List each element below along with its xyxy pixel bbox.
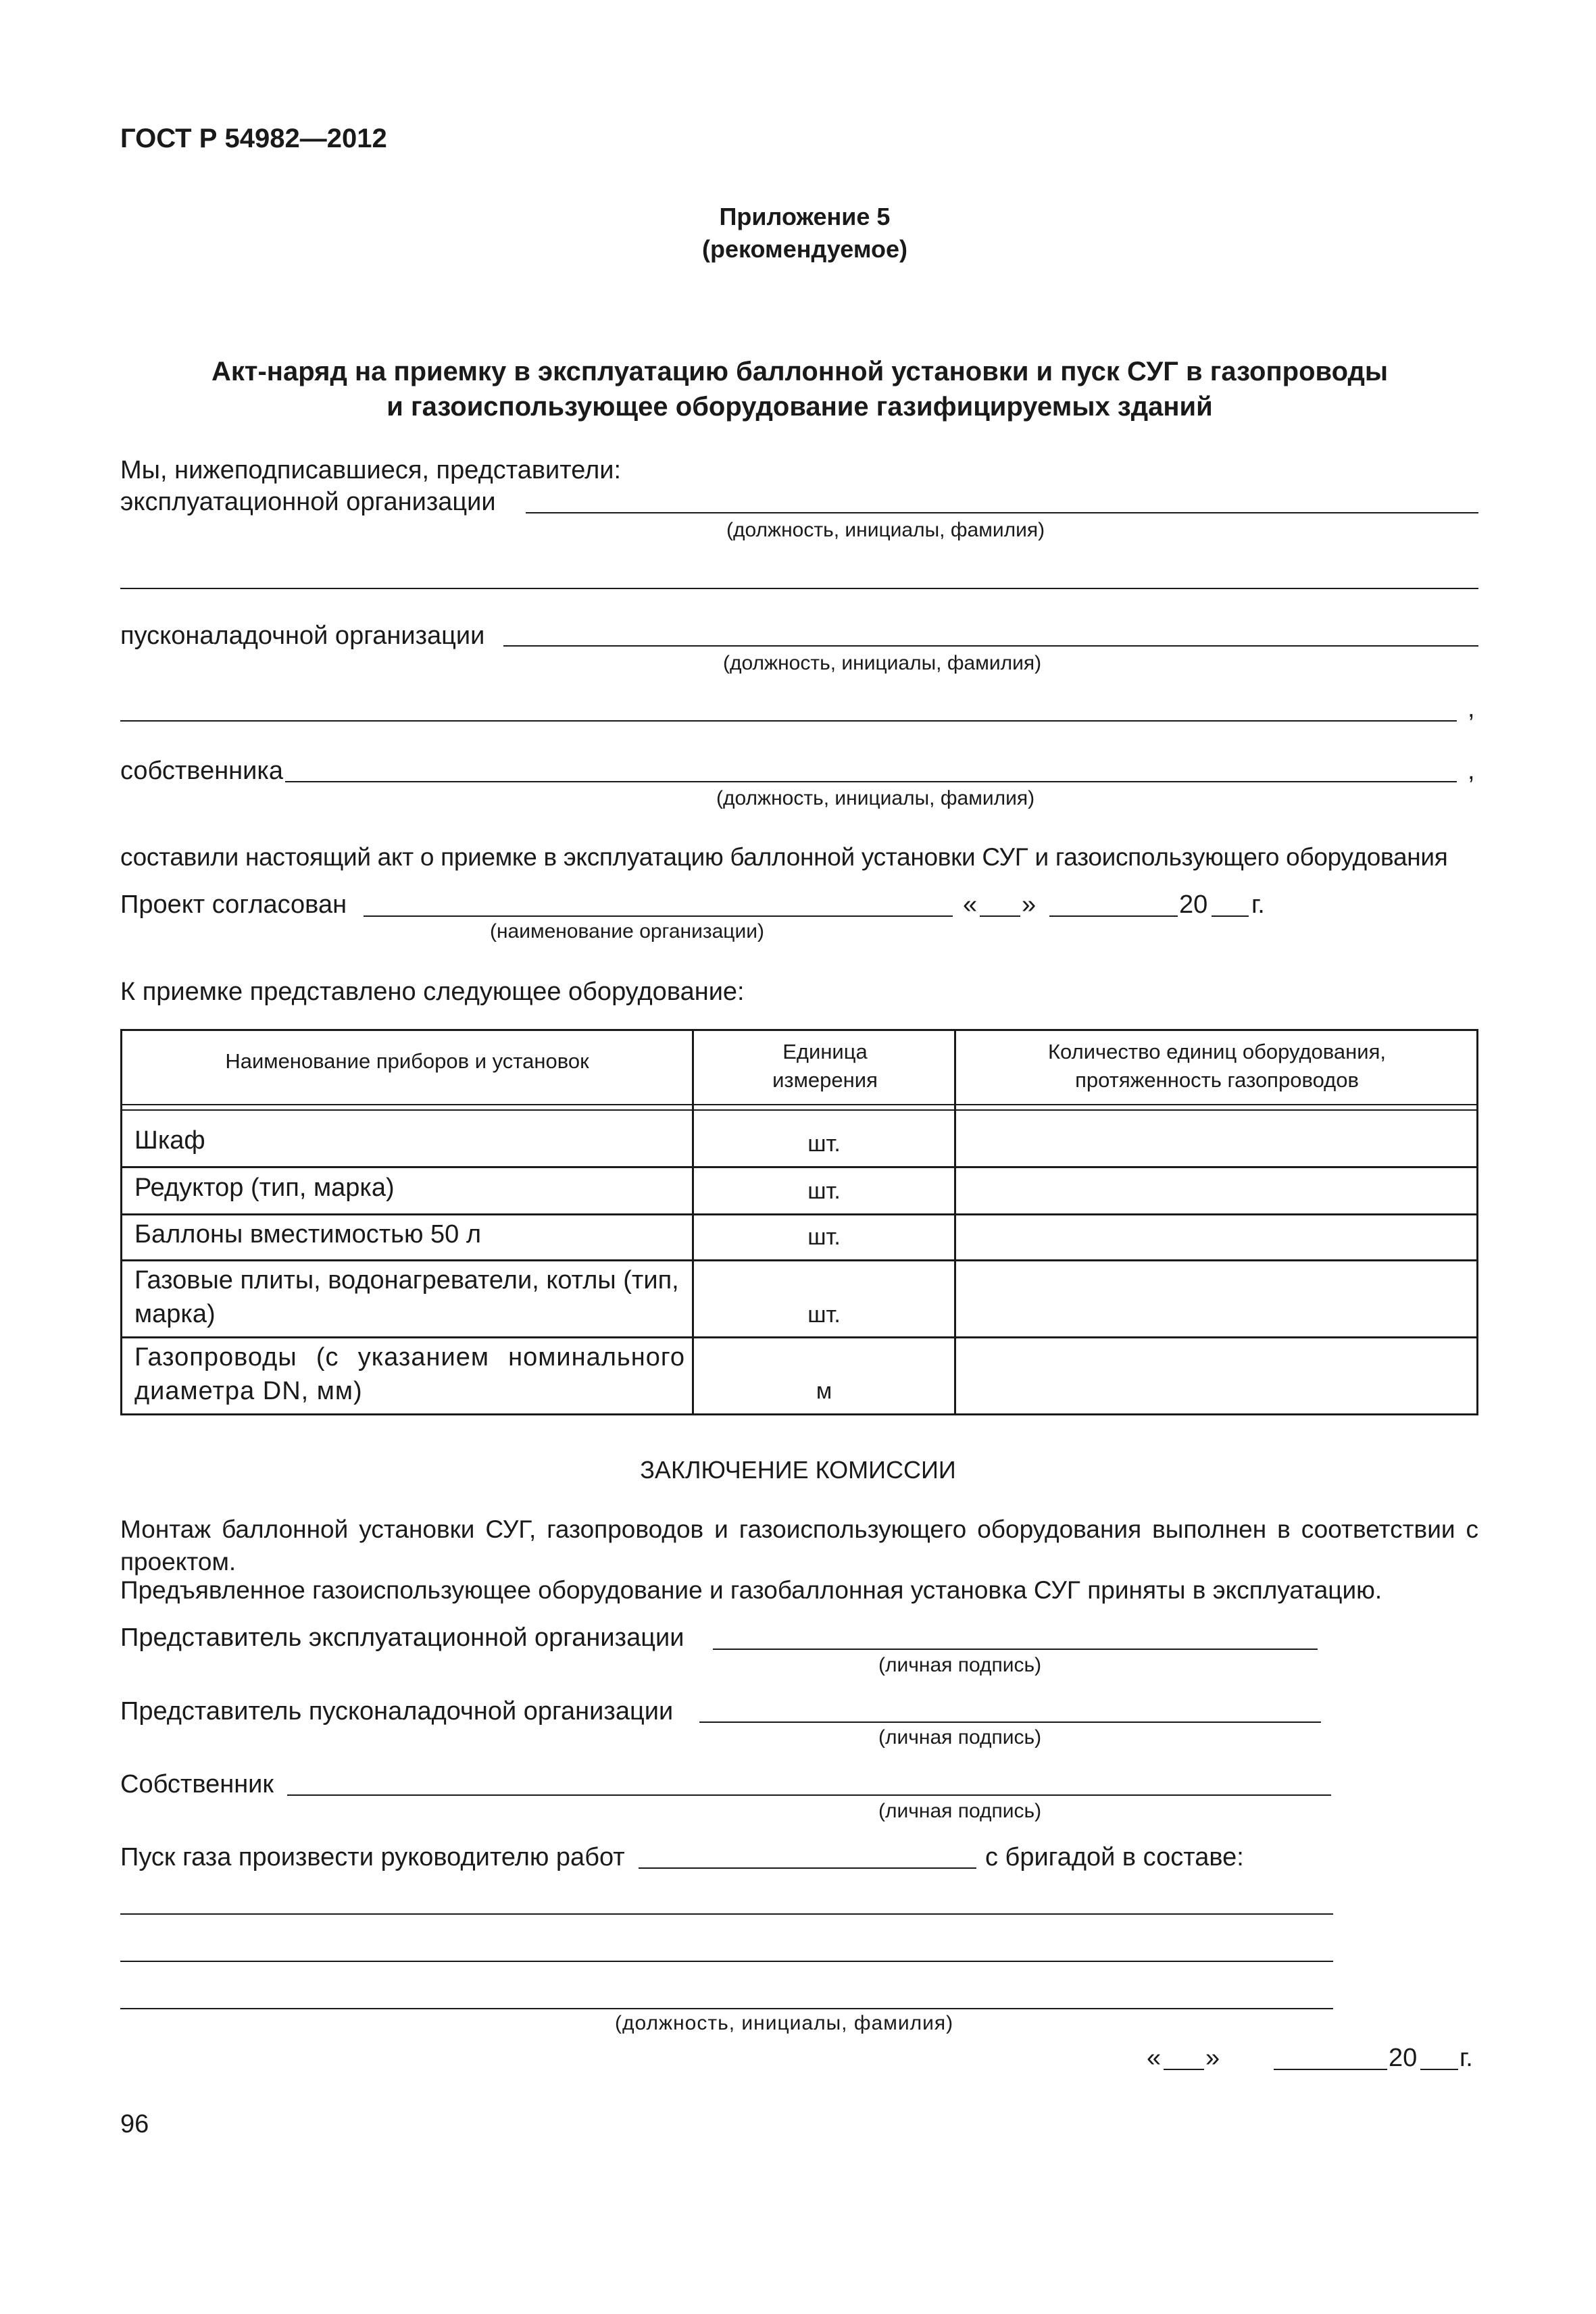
operating-rep-signature[interactable] xyxy=(713,1649,1318,1650)
operating-rep-label: Представитель эксплуатационной организации xyxy=(120,1624,684,1652)
final-date-close: » xyxy=(1205,2044,1220,2072)
appendix-title: Приложение 5 xyxy=(719,203,891,230)
owner-sign-caption: (личная подпись) xyxy=(878,1800,1042,1822)
final-date-open: « xyxy=(1147,2044,1162,2072)
table-row-5-name: Газопроводы (с указанием номинального диаметра DN, мм) xyxy=(134,1343,685,1405)
brigade-label: с бригадой в составе: xyxy=(985,1843,1244,1871)
table-row-1-name: Шкаф xyxy=(134,1126,205,1155)
final-year-suffix: г. xyxy=(1460,2044,1473,2072)
conclusion-text-2: Предъявленное газоиспользующее оборудование и газобаллонная установка СУГ приняты в эксплуатацию. xyxy=(120,1576,1382,1604)
project-month-field[interactable] xyxy=(1049,915,1178,917)
equipment-intro: К приемке представлено следующее оборудование: xyxy=(120,978,745,1006)
appendix-subtitle: (рекомендуемое) xyxy=(702,235,907,263)
owner-caption: (должность, инициалы, фамилия) xyxy=(716,787,1035,809)
intro-we: Мы, нижеподписавшиеся, представители: xyxy=(120,456,622,484)
project-label: Проект согласован xyxy=(120,890,347,919)
project-date-close: » xyxy=(1022,890,1037,919)
owner-signature[interactable] xyxy=(287,1794,1331,1796)
commissioning-org-caption: (должность, инициалы, фамилия) xyxy=(723,652,1042,674)
project-year-field[interactable] xyxy=(1212,915,1249,917)
doc-title-line1: Акт-наряд на приемку в эксплуатацию баллонной установки и пуск СУГ в газопроводы xyxy=(211,357,1389,386)
comma-2: , xyxy=(1468,757,1475,785)
table-row-3-name: Баллоны вместимостью 50 л xyxy=(134,1220,481,1249)
operating-org-label: эксплуатационной организации xyxy=(120,488,496,516)
operating-org-field[interactable] xyxy=(526,512,1478,513)
final-year-prefix: 20 xyxy=(1389,2044,1418,2072)
owner-sign-label: Собственник xyxy=(120,1770,274,1799)
comma-1: , xyxy=(1468,695,1475,723)
project-year-prefix: 20 xyxy=(1179,890,1208,919)
brigade-caption: (должность, инициалы, фамилия) xyxy=(615,2012,954,2034)
final-month-field[interactable] xyxy=(1274,2069,1387,2070)
brigade-field-3[interactable] xyxy=(120,2008,1333,2009)
brigade-field-2[interactable] xyxy=(120,1961,1333,1962)
project-org-field[interactable] xyxy=(364,915,953,917)
table-header-name: Наименование приборов и установок xyxy=(225,1049,589,1073)
table-row-4-name: Газовые плиты, водонагреватели, котлы (тип, марка) xyxy=(134,1266,679,1328)
owner-label: собственника xyxy=(120,757,283,785)
commissioning-org-field[interactable] xyxy=(503,645,1478,647)
standard-number: ГОСТ Р 54982—2012 xyxy=(120,124,387,153)
project-day-field[interactable] xyxy=(980,915,1020,917)
final-day-field[interactable] xyxy=(1164,2069,1204,2070)
operating-org-field-2[interactable] xyxy=(120,588,1478,589)
operating-rep-caption: (личная подпись) xyxy=(878,1654,1042,1676)
final-year-field[interactable] xyxy=(1420,2069,1458,2070)
commissioning-org-label: пусконаладочной организации xyxy=(120,622,485,650)
conclusion-text-1: Монтаж баллонной установки СУГ, газопроводов и газоиспользующего оборудования выполнен в соответствии с проектом. xyxy=(120,1515,1478,1576)
table-row-4-unit: шт. xyxy=(807,1302,841,1328)
owner-field[interactable] xyxy=(285,781,1457,782)
statement-text: составили настоящий акт о приемке в эксплуатацию баллонной установки СУГ и газоиспользующего оборудования xyxy=(120,843,1448,871)
commissioning-rep-label: Представитель пусконаладочной организации xyxy=(120,1697,674,1726)
operating-org-caption: (должность, инициалы, фамилия) xyxy=(726,519,1045,541)
table-row-5-unit: м xyxy=(816,1378,832,1404)
project-org-caption: (наименование организации) xyxy=(490,920,764,942)
work-manager-field[interactable] xyxy=(639,1867,976,1869)
project-date-open: « xyxy=(963,890,978,919)
project-year-suffix: г. xyxy=(1251,890,1265,919)
doc-title-line2: и газоиспользующее оборудование газифицируемых зданий xyxy=(386,392,1213,422)
gas-start-label: Пуск газа произвести руководителю работ xyxy=(120,1843,625,1871)
commissioning-org-field-2[interactable] xyxy=(120,720,1457,722)
conclusion-heading: ЗАКЛЮЧЕНИЕ КОМИССИИ xyxy=(640,1456,956,1484)
table-row-2-unit: шт. xyxy=(807,1178,841,1204)
table-header-qty: Количество единиц оборудования, протяженность газопроводов xyxy=(1048,1040,1386,1092)
equipment-table xyxy=(120,1029,1478,1415)
table-row-1-unit: шт. xyxy=(807,1131,841,1157)
commissioning-rep-signature[interactable] xyxy=(699,1721,1321,1723)
table-row-2-name: Редуктор (тип, марка) xyxy=(134,1174,395,1202)
commissioning-rep-caption: (личная подпись) xyxy=(878,1726,1042,1749)
table-header-unit: Единица измерения xyxy=(772,1040,878,1092)
page-number: 96 xyxy=(120,2110,149,2138)
brigade-field-1[interactable] xyxy=(120,1913,1333,1915)
table-row-3-unit: шт. xyxy=(807,1224,841,1250)
